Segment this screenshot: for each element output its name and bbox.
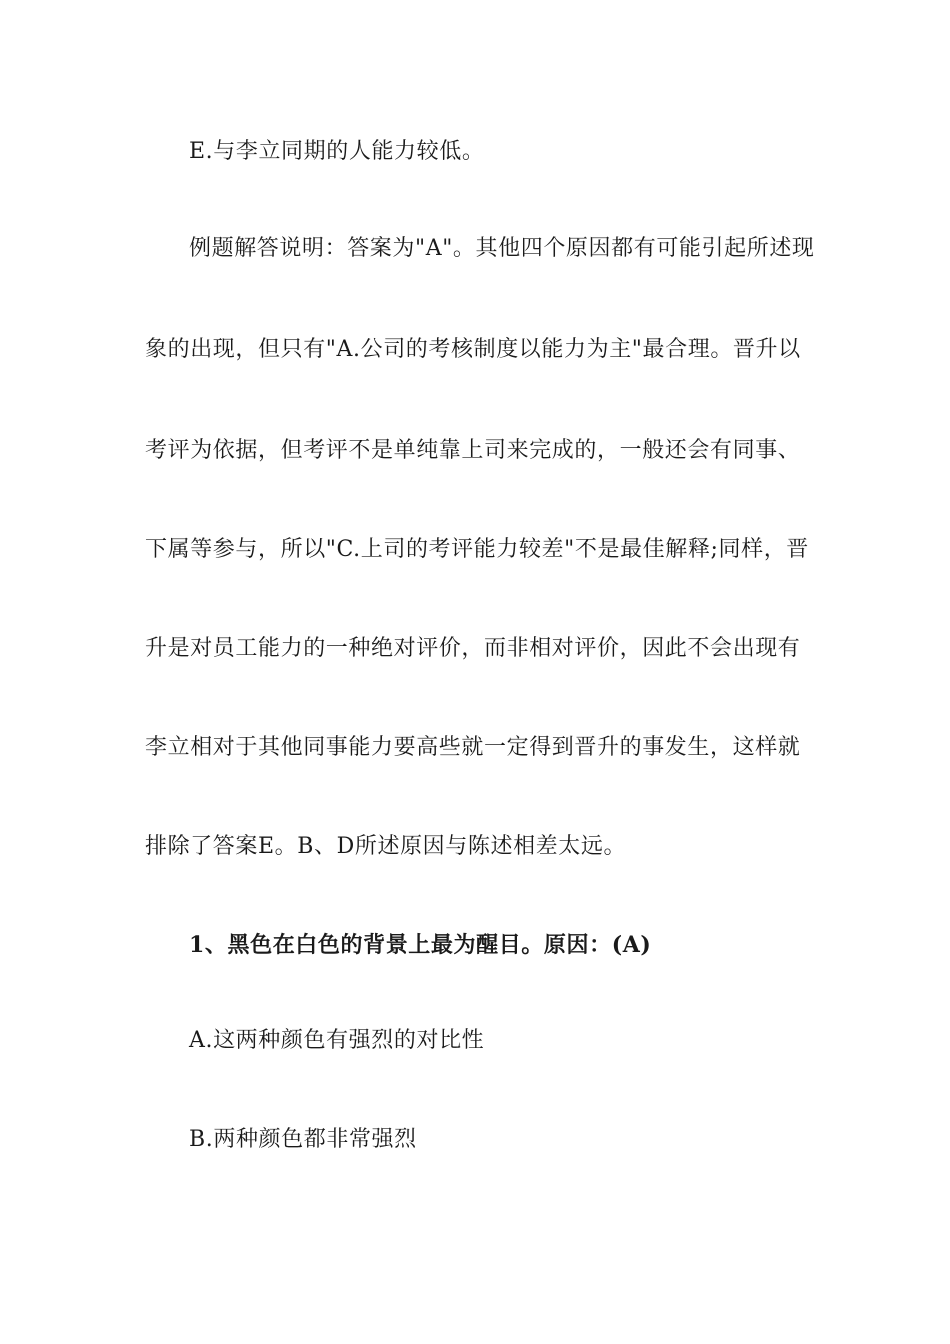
option-e-text: E.与李立同期的人能力较低。: [189, 139, 485, 164]
explanation-line-3: 考评为依据，但考评不是单纯靠上司来完成的，一般还会有同事、: [145, 438, 801, 463]
explanation-line-2: 象的出现，但只有"A.公司的考核制度以能力为主"最合理。晋升以: [145, 337, 801, 362]
question-1-option-b: B.两种颜色都非常强烈: [189, 1127, 417, 1152]
explanation-line-1: 例题解答说明：答案为"A"。其他四个原因都有可能引起所述现: [189, 236, 815, 261]
question-1-option-a: A.这两种颜色有强烈的对比性: [189, 1028, 485, 1053]
question-1-title: 1、黑色在白色的背景上最为醒目。原因：(A): [189, 932, 652, 958]
explanation-line-5: 升是对员工能力的一种绝对评价，而非相对评价，因此不会出现有: [145, 636, 801, 661]
explanation-line-7: 排除了答案E。B、D所述原因与陈述相差太远。: [145, 834, 627, 859]
explanation-line-4: 下属等参与，所以"C.上司的考评能力较差"不是最佳解释;同样，晋: [145, 537, 809, 562]
explanation-line-6: 李立相对于其他同事能力要高些就一定得到晋升的事发生，这样就: [145, 735, 801, 760]
